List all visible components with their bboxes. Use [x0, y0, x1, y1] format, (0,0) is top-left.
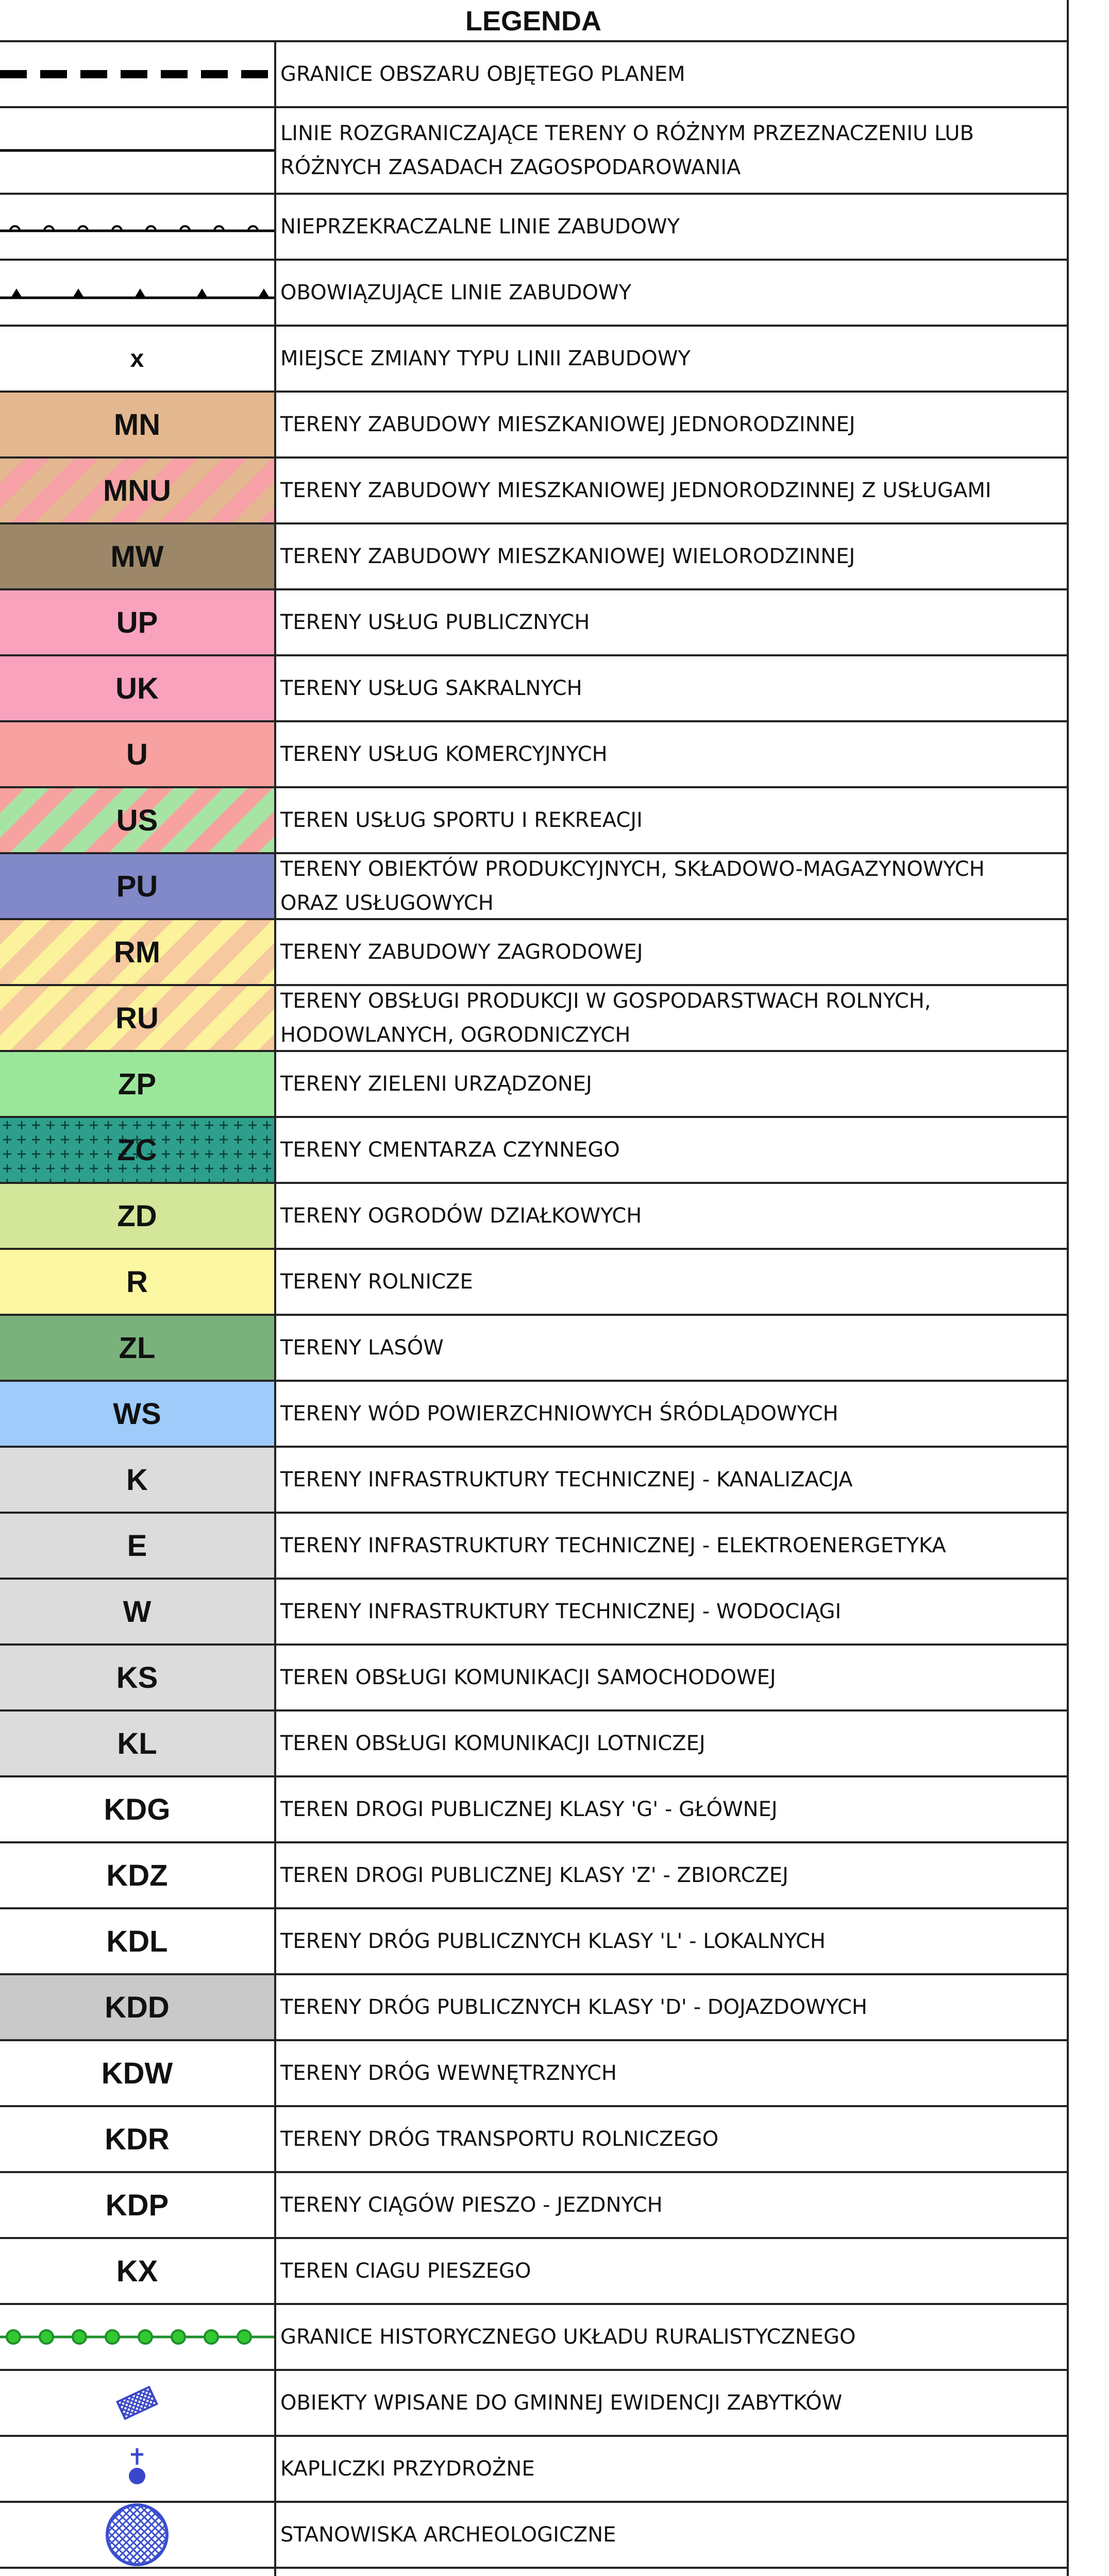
- legend-row: [0, 1646, 1067, 1711]
- legend-description: TERENY OGRODÓW DZIAŁKOWYCH: [280, 1204, 642, 1228]
- fill-icon: [0, 1316, 276, 1380]
- land-use-code: KDR: [105, 2122, 170, 2156]
- fill-icon: [0, 2107, 276, 2171]
- build-line-triangles-icon: [0, 261, 276, 325]
- legend-row: [0, 2173, 1067, 2239]
- legend-description: TERENY ZABUDOWY MIESZKANIOWEJ JEDNORODZINNEJ Z USŁUGAMI: [280, 479, 992, 502]
- land-use-code: MNU: [103, 473, 172, 507]
- legend-description: TERENY ZABUDOWY MIESZKANIOWEJ JEDNORODZINNEJ: [280, 413, 855, 436]
- land-use-code: RM: [113, 935, 161, 969]
- legend-row: [0, 2503, 1067, 2569]
- legend-description: TERENY DRÓG PUBLICZNYCH KLASY 'L' - LOKALNYCH: [280, 1929, 826, 1953]
- fill-icon: [0, 1711, 276, 1775]
- fill-icon: [0, 1514, 276, 1578]
- legend-row: [0, 1184, 1067, 1250]
- land-use-code: x: [130, 345, 144, 372]
- legend-row: [0, 1777, 1067, 1843]
- land-use-code: KDG: [104, 1792, 171, 1826]
- legend-row: [0, 1118, 1067, 1184]
- land-use-code: KL: [117, 1726, 157, 1760]
- stripes-icon: [0, 920, 276, 984]
- land-use-code: WS: [113, 1397, 161, 1431]
- legend-description: GRANICE HISTORYCZNEGO UKŁADU RURALISTYCZNEGO: [280, 2325, 856, 2349]
- legend-row: [0, 42, 1067, 108]
- legend-row: [0, 393, 1067, 459]
- legend-row: [0, 656, 1067, 722]
- legend-description: OBIEKTY WPISANE DO GMINNEJ EWIDENCJI ZABYTKÓW: [280, 2391, 843, 2415]
- legend-row: [0, 2239, 1067, 2305]
- legend-row: [0, 2041, 1067, 2107]
- legend-row: [0, 1382, 1067, 1448]
- land-use-code: PU: [116, 869, 158, 903]
- legend-row: [0, 2371, 1067, 2437]
- legend-description: TERENY USŁUG PUBLICZNYCH: [280, 611, 590, 634]
- land-use-code: ZP: [117, 1067, 157, 1101]
- legend-row: [0, 590, 1067, 656]
- legend-description: TERENY OBIEKTÓW PRODUKCYJNYCH, SKŁADOWO-MAGAZYNOWYCH ORAZ USŁUGOWYCH: [280, 857, 985, 915]
- dashed-black-line-icon: [0, 42, 276, 106]
- legend-description: MIEJSCE ZMIANY TYPU LINII ZABUDOWY: [280, 347, 691, 370]
- legend-row: [0, 854, 1067, 920]
- land-use-code: KDZ: [106, 1858, 168, 1892]
- legend-description: TERENY CMENTARZA CZYNNEGO: [280, 1138, 620, 1162]
- land-use-code: E: [127, 1529, 147, 1563]
- legend-row: [0, 327, 1067, 393]
- stripes-icon: [0, 986, 276, 1050]
- legend-row: [0, 459, 1067, 524]
- legend-row: [0, 1316, 1067, 1382]
- shrine-icon: [0, 2437, 276, 2501]
- fill-icon: [0, 393, 276, 456]
- legend-row: [0, 2437, 1067, 2503]
- legend-description: TERENY USŁUG KOMERCYJNYCH: [280, 742, 608, 766]
- build-line-circles-icon: [0, 195, 276, 259]
- legend-description: GRANICE OBSZARU OBJĘTEGO PLANEM: [280, 62, 685, 86]
- legend-description: TERENY USŁUG SAKRALNYCH: [280, 676, 582, 700]
- legend-row: [0, 261, 1067, 327]
- land-use-code: US: [116, 803, 158, 837]
- legend-row: [0, 2107, 1067, 2173]
- legend-row: [0, 1514, 1067, 1580]
- land-use-code: U: [126, 737, 148, 771]
- legend-description: OBOWIĄZUJĄCE LINIE ZABUDOWY: [280, 281, 632, 304]
- land-use-code: ZC: [117, 1133, 157, 1167]
- legend-row: [0, 2305, 1067, 2371]
- legend-description: TERENY DRÓG TRANSPORTU ROLNICZEGO: [280, 2127, 719, 2151]
- fill-icon: [0, 1909, 276, 1973]
- legend-row: [0, 986, 1067, 1052]
- legend-row: [0, 524, 1067, 590]
- monument-hatch-icon: [0, 2371, 276, 2435]
- fill-icon: [0, 1646, 276, 1709]
- legend-row: [0, 1250, 1067, 1316]
- fill-icon: [0, 1843, 276, 1907]
- legend-row: [0, 1580, 1067, 1646]
- land-use-code: KX: [116, 2254, 158, 2288]
- land-use-code: W: [123, 1595, 152, 1629]
- legend-description: LINIE ROZGRANICZAJĄCE TERENY O RÓŻNYM PRZEZNACZENIU LUB RÓŻNYCH ZASADACH ZAGOSPODAROWANIA: [280, 122, 974, 179]
- legend-row: [0, 1711, 1067, 1777]
- legend-description: NIEPRZEKRACZALNE LINIE ZABUDOWY: [280, 215, 680, 239]
- fill-icon: [0, 1382, 276, 1446]
- legend-description: TERENY CIĄGÓW PIESZO - JEZDNYCH: [280, 2193, 663, 2217]
- land-use-code: MN: [113, 408, 161, 442]
- legend-description: TEREN OBSŁUGI KOMUNIKACJI LOTNICZEJ: [280, 1732, 705, 1755]
- land-use-code: KDP: [105, 2188, 169, 2222]
- legend-row: [0, 1448, 1067, 1514]
- legend-row: [0, 1052, 1067, 1118]
- fill-icon: [0, 1777, 276, 1841]
- land-use-code: UP: [116, 605, 158, 639]
- legend-description: TEREN CIAGU PIESZEGO: [280, 2259, 531, 2283]
- fill-icon: [0, 722, 276, 786]
- legend-description: TERENY DRÓG PUBLICZNYCH KLASY 'D' - DOJAZDOWYCH: [280, 1995, 868, 2019]
- fill-icon: [0, 854, 276, 918]
- legend-description: TEREN DROGI PUBLICZNEJ KLASY 'G' - GŁÓWNEJ: [280, 1798, 778, 1821]
- legend-description: TEREN USŁUG SPORTU I REKREACJI: [280, 808, 643, 832]
- land-use-code: KDD: [105, 1990, 170, 2024]
- crosses-icon: [0, 1118, 276, 1182]
- admin-line-icon: [0, 2569, 276, 2576]
- legend-row: [0, 1843, 1067, 1909]
- legend-description: TERENY DRÓG WEWNĘTRZNYCH: [280, 2061, 617, 2085]
- legend-title: LEGENDA: [0, 0, 1067, 42]
- legend-description: TERENY INFRASTRUKTURY TECHNICZNEJ - KANALIZACJA: [280, 1468, 853, 1492]
- archeo-circle-icon: [0, 2503, 276, 2567]
- legend-row: [0, 1909, 1067, 1975]
- fill-icon: [0, 2041, 276, 2105]
- fill-icon: [0, 1448, 276, 1512]
- legend-description: TERENY ROLNICZE: [280, 1270, 473, 1294]
- fill-icon: [0, 1052, 276, 1116]
- legend-description: TERENY ZABUDOWY MIESZKANIOWEJ WIELORODZINNEJ: [280, 545, 855, 568]
- land-use-code: K: [126, 1463, 148, 1497]
- legend-row: [0, 195, 1067, 261]
- land-use-code: KS: [116, 1660, 158, 1694]
- legend-description: TERENY LASÓW: [280, 1336, 444, 1360]
- legend-description: TERENY INFRASTRUKTURY TECHNICZNEJ - ELEKTROENERGETYKA: [280, 1534, 946, 1557]
- legend-description: TERENY WÓD POWIERZCHNIOWYCH ŚRÓDLĄDOWYCH: [280, 1402, 838, 1426]
- fill-icon: [0, 656, 276, 720]
- legend-description: STANOWISKA ARCHEOLOGICZNE: [280, 2523, 616, 2547]
- fill-icon: [0, 1184, 276, 1248]
- fill-icon: [0, 590, 276, 654]
- fill-icon: [0, 1975, 276, 2039]
- stripes-icon: [0, 788, 276, 852]
- fill-icon: [0, 1250, 276, 1314]
- x-marker-icon: [0, 327, 276, 391]
- legend-description: TERENY ZIELENI URZĄDZONEJ: [280, 1072, 592, 1096]
- legend-description: TERENY INFRASTRUKTURY TECHNICZNEJ - WODOCIĄGI: [280, 1600, 842, 1623]
- land-use-code: ZD: [117, 1199, 157, 1233]
- thin-black-line-icon: [0, 108, 276, 193]
- legend-row: [0, 108, 1067, 195]
- legend-row: [0, 2569, 1067, 2576]
- legend-row: [0, 788, 1067, 854]
- legend-description: TEREN OBSŁUGI KOMUNIKACJI SAMOCHODOWEJ: [280, 1666, 776, 1689]
- legend-row: [0, 1975, 1067, 2041]
- fill-icon: [0, 2239, 276, 2303]
- legend-description: TERENY OBSŁUGI PRODUKCJI W GOSPODARSTWACH ROLNYCH, HODOWLANYCH, OGRODNICZYCH: [280, 989, 931, 1047]
- legend-row: [0, 722, 1067, 788]
- land-use-code: MW: [110, 539, 164, 573]
- rural-dots-line-icon: [0, 2305, 276, 2369]
- legend-description: [278, 2569, 1067, 2576]
- legend-row: [0, 920, 1067, 986]
- land-use-code: RU: [115, 1001, 159, 1035]
- legend-description: TERENY ZABUDOWY ZAGRODOWEJ: [280, 940, 643, 964]
- fill-icon: [0, 524, 276, 588]
- land-use-code: KDW: [101, 2056, 173, 2090]
- land-use-code: R: [126, 1265, 148, 1299]
- legend-description: TEREN DROGI PUBLICZNEJ KLASY 'Z' - ZBIORCZEJ: [280, 1863, 788, 1887]
- stripes-icon: [0, 459, 276, 522]
- land-use-code: ZL: [119, 1331, 156, 1365]
- fill-icon: [0, 1580, 276, 1643]
- fill-icon: [0, 2173, 276, 2237]
- legend-description: KAPLICZKI PRZYDROŻNE: [280, 2457, 535, 2481]
- land-use-code: UK: [115, 671, 159, 705]
- land-use-code: KDL: [106, 1924, 168, 1958]
